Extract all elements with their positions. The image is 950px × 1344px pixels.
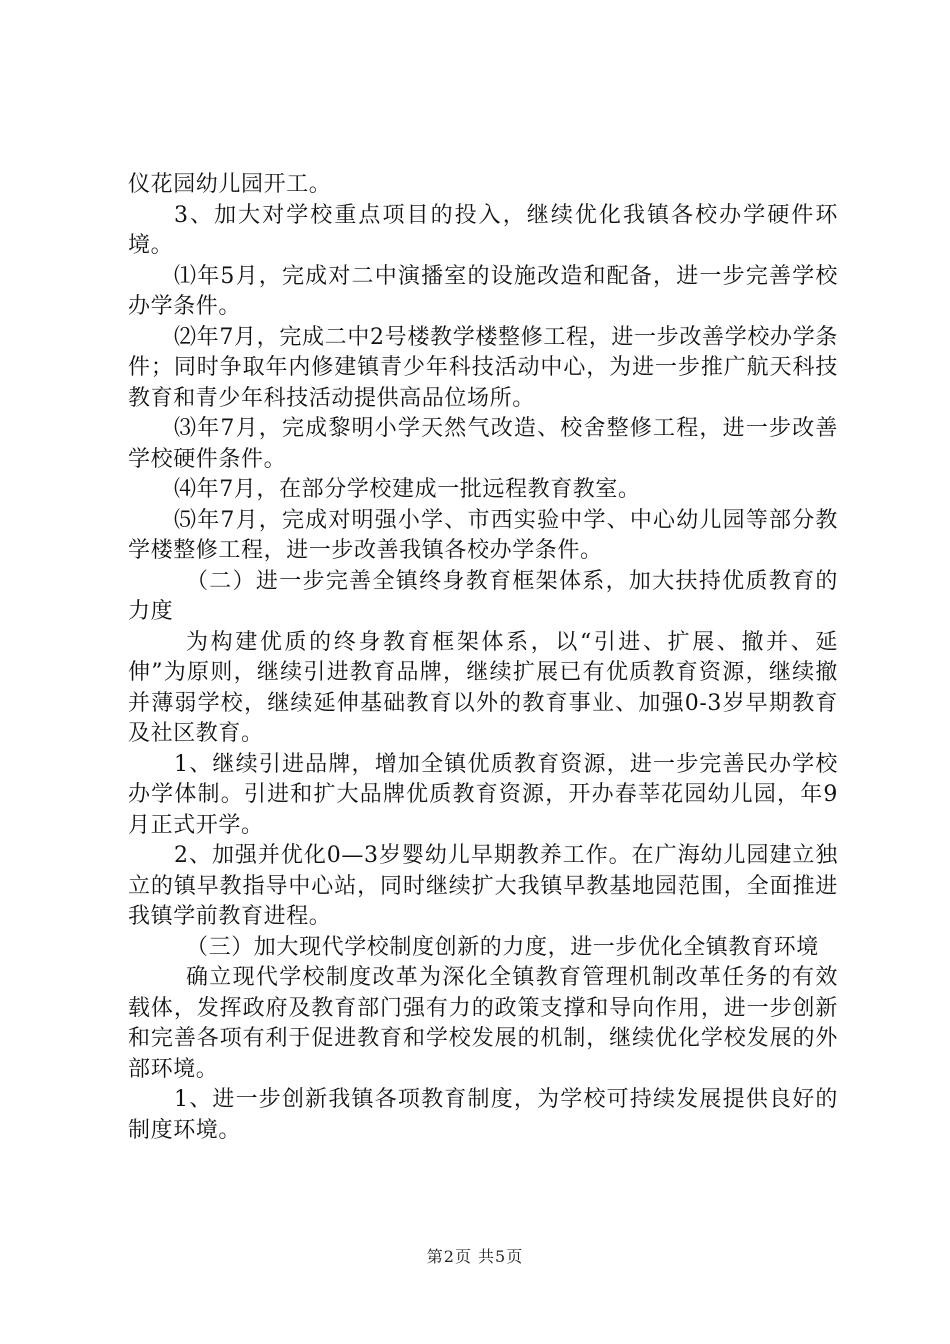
page-number-footer: 第2页 共5页: [426, 1247, 524, 1266]
paragraph-5: ⑶年7月，完成黎明小学天然气改造、校舍整修工程，进一步改善学校硬件条件。: [128, 416, 838, 472]
paragraph-13: 确立现代学校制度改革为深化全镇教育管理机制改革任务的有效载体，发挥政府及教育部门强有力的政策支撑和导向作用，进一步创新和完善各项有利于促进教育和学校发展的机制，继续优化学校发展的外部环境。: [128, 965, 838, 1082]
paragraph-7: ⑸年7月，完成对明强小学、市西实验中学、中心幼儿园等部分教学楼整修工程，进一步改善我镇各校办学条件。: [128, 507, 838, 563]
paragraph-4: ⑵年7月，完成二中2号楼教学楼整修工程，进一步改善学校办学条件；同时争取年内修建镇青少年科技活动中心，为进一步推广航天科技教育和青少年科技活动提供高品位场所。: [128, 324, 838, 411]
paragraph-10: 1、继续引进品牌，增加全镇优质教育资源，进一步完善民办学校办学体制。引进和扩大品牌优质教育资源，开办春莘花园幼儿园，年9月正式开学。: [128, 751, 838, 838]
paragraph-9: 为构建优质的终身教育框架体系，以“引进、扩展、撤并、延伸”为原则，继续引进教育品牌，继续扩展已有优质教育资源，继续撤并薄弱学校，继续延伸基础教育以外的教育事业、加强0-3岁早期教育及社区教育。: [128, 629, 838, 746]
paragraph-2: 3、加大对学校重点项目的投入，继续优化我镇各校办学硬件环境。: [128, 202, 838, 258]
paragraph-6: ⑷年7月，在部分学校建成一批远程教育教室。: [174, 477, 641, 502]
section-heading-2: （二）进一步完善全镇终身教育框架体系，加大扶持优质教育的力度: [128, 568, 838, 624]
section-heading-3: （三）加大现代学校制度创新的力度，进一步优化全镇教育环境: [186, 934, 819, 960]
paragraph-11: 2、加强并优化0—3岁婴幼儿早期教养工作。在广海幼儿园建立独立的镇早教指导中心站，同时继续扩大我镇早教基地园范围，全面推进我镇学前教育进程。: [128, 843, 838, 929]
document-body: [128, 170, 838, 1146]
paragraph-14: 1、进一步创新我镇各项教育制度，为学校可持续发展提供良好的制度环境。: [128, 1087, 838, 1143]
paragraph-3: ⑴年5月，完成对二中演播室的设施改造和配备，进一步完善学校办学条件。: [128, 263, 838, 319]
paragraph-1: 仪花园幼儿园开工。: [128, 172, 332, 197]
